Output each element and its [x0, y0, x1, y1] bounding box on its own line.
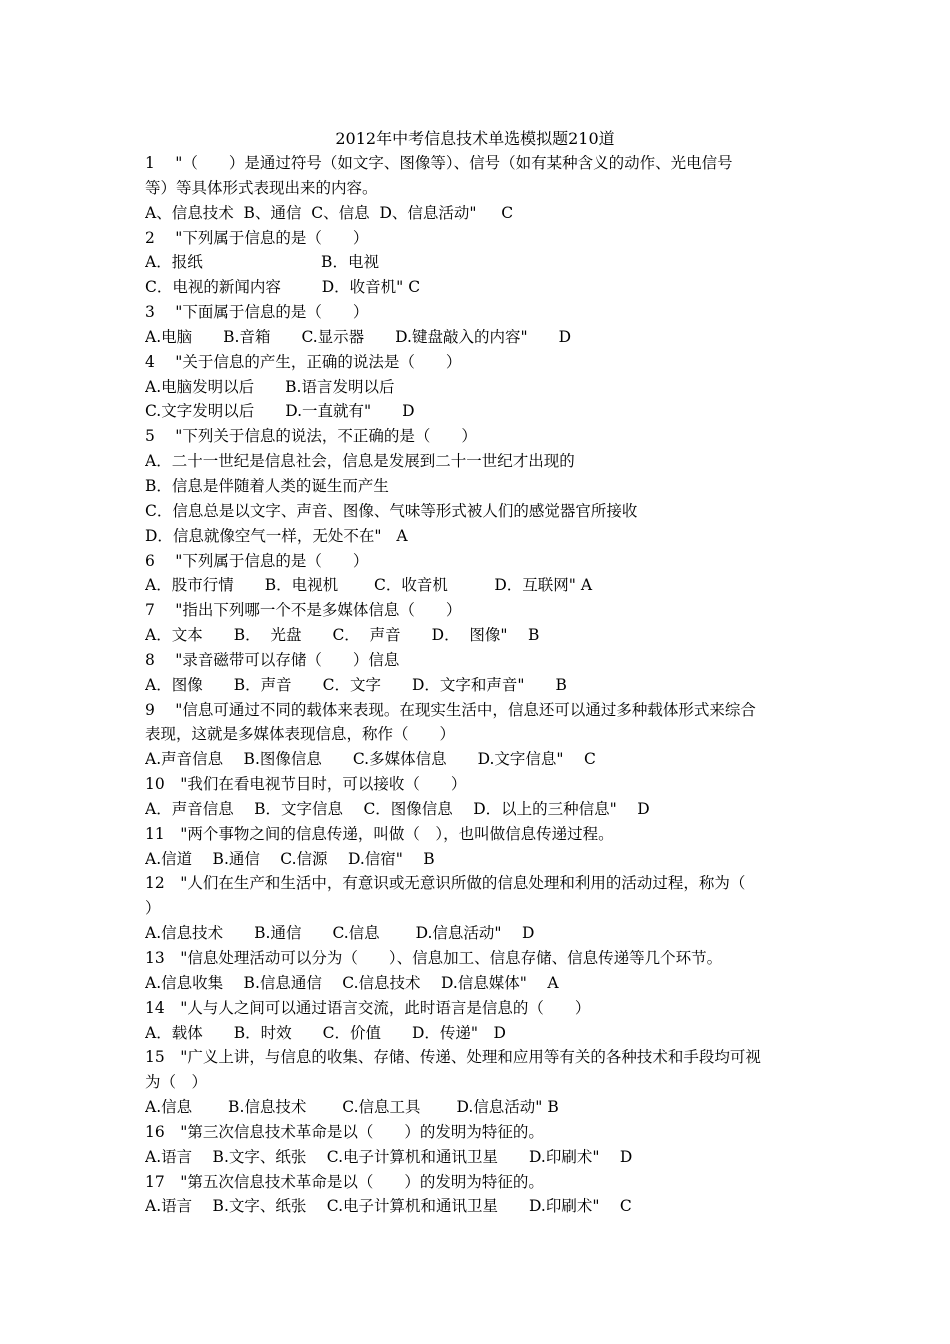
text-line: C.文字发明以后 D.一直就有" D	[145, 402, 415, 421]
text-line: ）	[145, 899, 161, 918]
text-line: A．载体 B．时效 C．价值 D．传递" D	[145, 1023, 506, 1042]
text-line: A.语言 B.文字、纸张 C.电子计算机和通讯卫星 D.印刷术" C	[145, 1197, 632, 1216]
text-line: 3 "下面属于信息的是（ ）	[145, 303, 369, 322]
text-line: 10 "我们在看电视节目时，可以接收（ ）	[145, 775, 467, 794]
text-line: 表现，这就是多媒体表现信息，称作（ ）	[145, 725, 456, 744]
text-line: 8 "录音磁带可以存储（ ）信息	[145, 650, 400, 669]
text-line: 14 "人与人之间可以通过语言交流，此时语言是信息的（ ）	[145, 998, 591, 1017]
text-line: A.电脑 B.音箱 C.显示器 D.键盘敲入的内容" D	[145, 327, 572, 346]
text-line: 15 "广义上讲，与信息的收集、存储、传递、处理和应用等有关的各种技术和手段均可视	[145, 1048, 761, 1067]
text-line: 1 "（ ）是通过符号（如文字、图像等）、信号（如有某种含义的动作、光电信号	[145, 154, 733, 172]
text-line: A．报纸 B．电视	[145, 253, 379, 272]
text-line: 为（ ）	[145, 1073, 208, 1092]
text-line: C．信息总是以文字、声音、图像、气味等形式被人们的感觉器官所接收	[145, 501, 638, 520]
text-line: D．信息就像空气一样，无处不在" A	[145, 526, 408, 545]
text-line: A.信道 B.通信 C.信源 D.信宿" B	[145, 849, 435, 868]
text-line: 17 "第五次信息技术革命是以（ ）的发明为特征的。	[145, 1172, 544, 1191]
document-title: 2012年中考信息技术单选模拟题210道	[335, 129, 615, 148]
text-line: A.电脑发明以后 B.语言发明以后	[145, 377, 395, 396]
text-line: A、信息技术 B、通信 C、信息 D、信息活动" C	[145, 203, 514, 222]
text-line: 5 "下列关于信息的说法，不正确的是（ ）	[145, 427, 477, 446]
text-line: A.信息 B.信息技术 C.信息工具 D.信息活动" B	[145, 1098, 559, 1117]
text-line: 4 "关于信息的产生，正确的说法是（ ）	[145, 352, 462, 371]
text-line: B．信息是伴随着人类的诞生而产生	[145, 476, 389, 495]
text-line: 9 "信息可通过不同的载体来表现。在现实生活中，信息还可以通过多种载体形式来综合	[145, 700, 756, 719]
text-line: A.信息收集 B.信息通信 C.信息技术 D.信息媒体" A	[145, 973, 559, 992]
text-line: 16 "第三次信息技术革命是以（ ）的发明为特征的。	[145, 1122, 544, 1141]
text-line: A．二十一世纪是信息社会，信息是发展到二十一世纪才出现的	[145, 452, 575, 471]
text-line: C．电视的新闻内容 D．收音机" C	[145, 278, 421, 297]
text-line: A.信息技术 B.通信 C.信息 D.信息活动" D	[145, 924, 535, 943]
text-line: A.声音信息 B.图像信息 C.多媒体信息 D.文字信息" C	[145, 750, 596, 769]
text-line: 12 "人们在生产和生活中，有意识或无意识所做的信息处理和利用的活动过程，称为（	[145, 874, 746, 893]
text-line: A．文本 B． 光盘 C． 声音 D． 图像" B	[145, 626, 540, 645]
text-line: A.语言 B.文字、纸张 C.电子计算机和通讯卫星 D.印刷术" D	[145, 1147, 633, 1166]
text-line: 2 "下列属于信息的是（ ）	[145, 228, 369, 247]
text-line: 6 "下列属于信息的是（ ）	[145, 551, 369, 570]
text-line: 7 "指出下列哪一个不是多媒体信息（ ）	[145, 601, 462, 620]
text-line: A．股市行情 B．电视机 C．收音机 D．互联网" A	[145, 576, 593, 595]
text-line: 13 "信息处理活动可以分为（ ）、信息加工、信息存储、信息传递等几个环节。	[145, 949, 723, 967]
text-line: A．图像 B．声音 C．文字 D．文字和声音" B	[145, 675, 567, 694]
question-list	[145, 151, 810, 1219]
text-line: 11 "两个事物之间的信息传递，叫做（ ），也叫做信息传递过程。	[145, 824, 614, 843]
text-line: A．声音信息 B．文字信息 C．图像信息 D．以上的三种信息" D	[145, 799, 650, 818]
text-line: 等）等具体形式表现出来的内容。	[145, 178, 378, 197]
